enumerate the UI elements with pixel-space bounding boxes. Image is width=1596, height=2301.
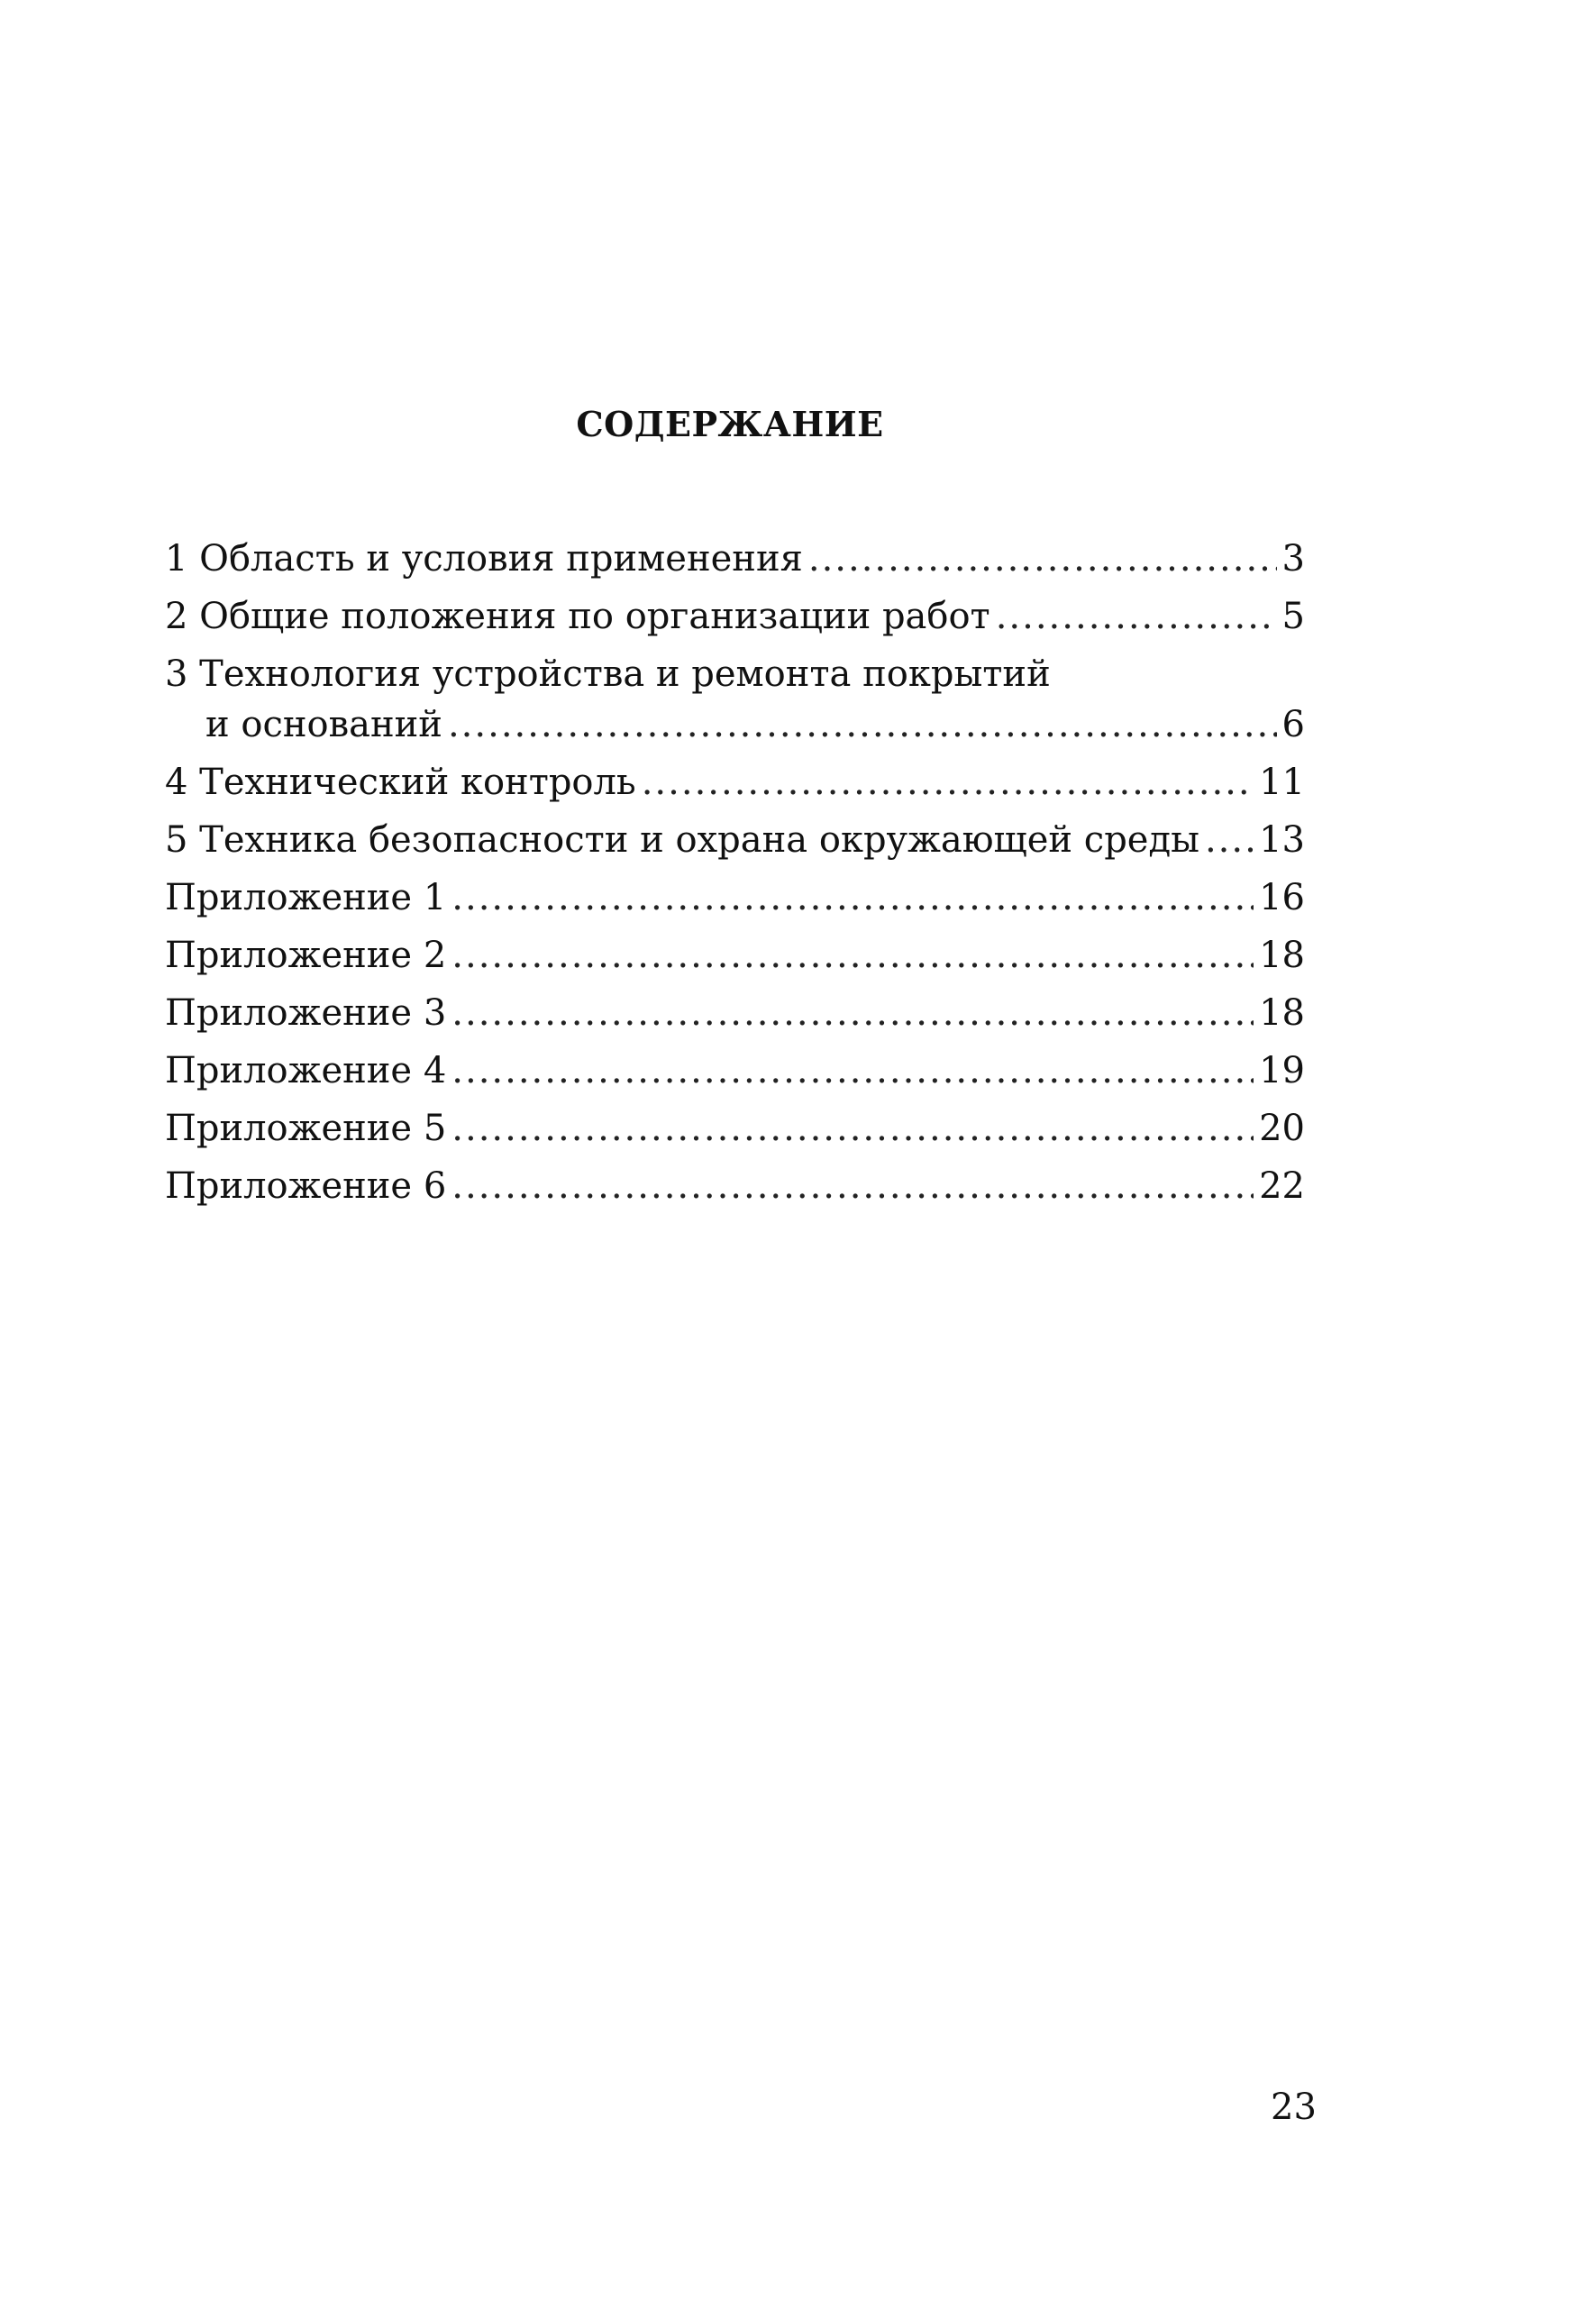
toc-entry — [165, 984, 1305, 1042]
toc-entry-page: 13 — [1259, 819, 1305, 861]
toc-leader — [451, 1042, 1254, 1100]
toc-leader — [451, 1100, 1254, 1157]
toc-entry-page: 19 — [1259, 1050, 1305, 1091]
toc-entry-title: Приложение 1 — [165, 877, 447, 918]
toc-leader — [451, 984, 1254, 1042]
toc-entry — [165, 588, 1305, 645]
toc-entry-page: 18 — [1259, 935, 1305, 976]
toc-entry-page: 20 — [1259, 1108, 1305, 1149]
toc-entry — [165, 696, 1305, 753]
toc-entry-page: 22 — [1259, 1165, 1305, 1207]
toc-entry — [165, 1157, 1305, 1215]
toc-entry-page: 11 — [1259, 762, 1305, 803]
toc-entry — [165, 753, 1305, 811]
toc-entry — [165, 811, 1305, 869]
toc-entry — [165, 1100, 1305, 1157]
toc-leader — [451, 1157, 1254, 1215]
toc-leader — [451, 927, 1254, 984]
toc-entry-title: 5 Техника безопасности и охрана окружающей среды — [165, 819, 1199, 861]
toc-leader — [808, 530, 1277, 588]
toc-entry-title: Приложение 2 — [165, 935, 447, 976]
toc-entry-title: 4 Технический контроль — [165, 762, 636, 803]
toc-entry-page: 5 — [1281, 596, 1305, 637]
toc-entry-title: 1 Область и условия применения — [165, 538, 803, 580]
toc-heading: СОДЕРЖАНИЕ — [576, 404, 884, 444]
toc-entry-title: 2 Общие положения по организации работ — [165, 596, 990, 637]
toc-leader — [448, 696, 1277, 753]
toc-entry-title: и оснований — [205, 704, 442, 745]
toc-leader — [1205, 811, 1254, 869]
toc-entry — [165, 927, 1305, 984]
toc-entry-title: Приложение 6 — [165, 1165, 447, 1207]
toc-entry-title: Приложение 5 — [165, 1108, 447, 1149]
toc-entry-page: 16 — [1259, 877, 1305, 918]
toc-entry-title-line: 3 Технология устройства и ремонта покрытий — [165, 653, 1051, 695]
toc-leader — [451, 869, 1254, 927]
toc-leader — [996, 588, 1277, 645]
page-number: 23 — [1271, 2086, 1317, 2128]
toc-entry — [165, 1042, 1305, 1100]
toc-entry-page: 3 — [1281, 538, 1305, 580]
toc-entry-title: Приложение 3 — [165, 992, 447, 1034]
toc-list — [165, 530, 1305, 1215]
toc-entry — [165, 869, 1305, 927]
toc-entry-title: Приложение 4 — [165, 1050, 447, 1091]
toc-entry-page: 6 — [1281, 704, 1305, 745]
toc-entry-page: 18 — [1259, 992, 1305, 1034]
toc-leader — [642, 753, 1254, 811]
toc-entry — [165, 530, 1305, 588]
